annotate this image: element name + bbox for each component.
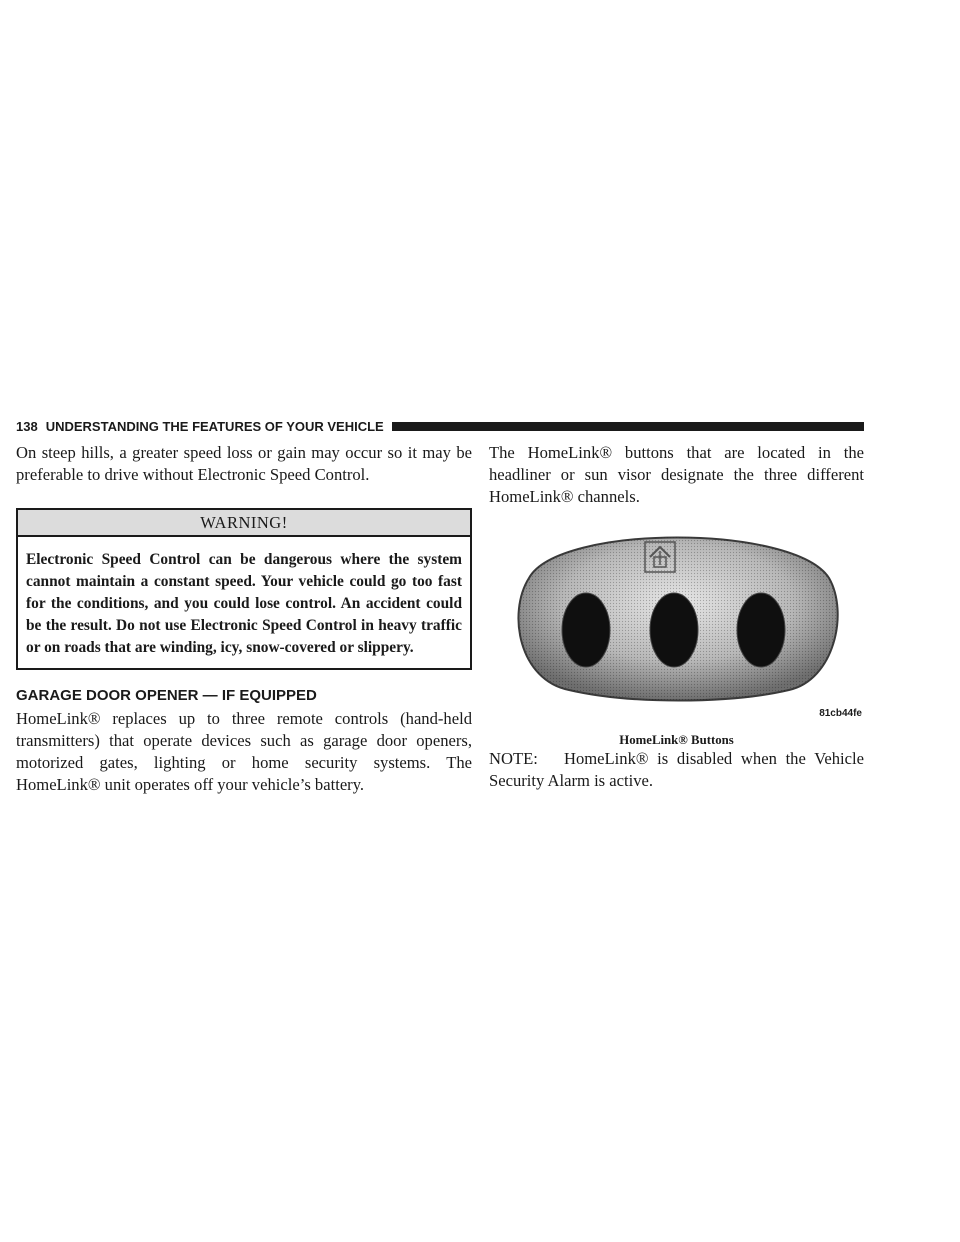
figure-caption: HomeLink® Buttons: [619, 733, 734, 747]
warning-title: WARNING!: [18, 510, 470, 537]
homelink-buttons-illustration: [489, 518, 864, 732]
left-column: [16, 442, 472, 796]
section-heading: GARAGE DOOR OPENER — IF EQUIPPED: [16, 687, 317, 704]
page-number: 138: [16, 418, 38, 434]
speed-control-paragraph: On steep hills, a greater speed loss or gain may occur so it may be preferable to drive without Electronic Speed Control.: [16, 443, 472, 484]
homelink-figure: [489, 518, 864, 732]
note-text: HomeLink® is disabled when the Vehicle Security Alarm is active.: [489, 749, 865, 790]
figure-code: 81cb44fe: [819, 708, 862, 719]
header-rule: [392, 422, 864, 431]
homelink-paragraph: HomeLink® replaces up to three remote controls (hand-held transmitters) that operate devices such as garage door openers, motorized gates, lighting or home security systems. The HomeLink® unit operates off your vehicle’s battery.: [16, 709, 472, 794]
channel-2-button-icon: [650, 593, 698, 667]
channel-3-button-icon: [737, 593, 785, 667]
note-paragraph: [489, 748, 864, 792]
warning-box: [16, 508, 472, 670]
right-column: [489, 442, 864, 792]
chapter-title: UNDERSTANDING THE FEATURES OF YOUR VEHICLE: [45, 418, 384, 434]
channel-1-button-icon: [562, 593, 610, 667]
note-label: NOTE:: [489, 749, 538, 768]
warning-text: Electronic Speed Control can be dangerous where the system cannot maintain a constant speed. Your vehicle could go too fast for the conditions, and you could lose control. An accident could be the result. Do not use Electronic Speed Control in heavy traffic or on roads that are winding, icy, snow-covered or slippery.: [26, 551, 462, 656]
homelink-buttons-paragraph: The HomeLink® buttons that are located in the headliner or sun visor designate the three different HomeLink® channels.: [489, 443, 864, 506]
page-header: [16, 416, 864, 436]
